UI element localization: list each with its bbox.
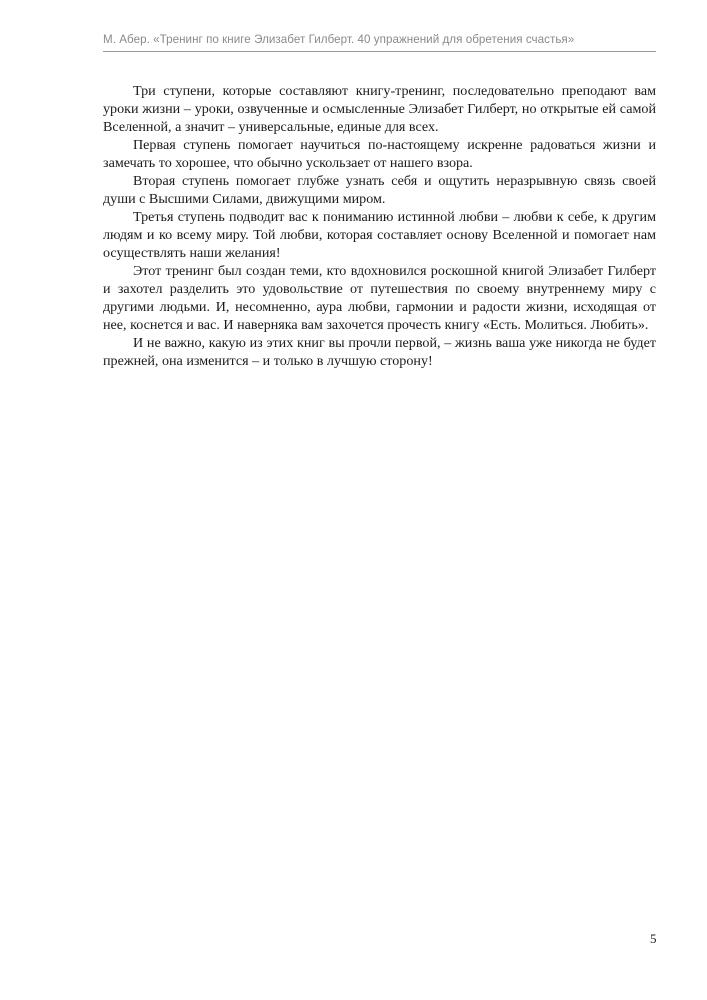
paragraph: Вторая ступень помогает глубже узнать себя и ощутить неразрывную связь своей души с Высшими Силами, движущими миром.	[103, 173, 656, 207]
paragraph: Этот тренинг был создан теми, кто вдохновился роскошной книгой Элизабет Гилберт и захотел разделить это удовольствие от путешествия по своему внутреннему миру с другими людьми. И, несомненно, аура любви, гармонии и радости жизни, исходящая от нее, коснется и вас. И наверняка вам захочется прочесть книгу «Есть. Молиться. Любить».	[103, 263, 656, 333]
paragraph: Три ступени, которые составляют книгу-тренинг, последовательно преподают вам уроки жизни – уроки, озвученные и осмысленные Элизабет Гилберт, но открытые ей самой Вселенной, а значит – универсальные, единые для всех.	[103, 83, 656, 135]
page-header	[103, 31, 656, 52]
paragraph: Третья ступень подводит вас к пониманию истинной любви – любви к себе, к другим людям и ко всему миру. Той любви, которая составляет основу Вселенной и помогает нам осуществлять наши желания!	[103, 209, 656, 261]
body-text	[103, 82, 656, 370]
paragraph: Первая ступень помогает научиться по-настоящему искренне радоваться жизни и замечать то хорошее, что обычно ускользает от нашего взора.	[103, 137, 656, 171]
page-number: 5	[650, 931, 657, 946]
running-title: М. Абер. «Тренинг по книге Элизабет Гилберт. 40 упражнений для обретения счастья»	[103, 33, 575, 46]
paragraph: И не важно, какую из этих книг вы прочли первой, – жизнь ваша уже никогда не будет прежней, она изменится – и только в лучшую сторону!	[103, 335, 656, 369]
